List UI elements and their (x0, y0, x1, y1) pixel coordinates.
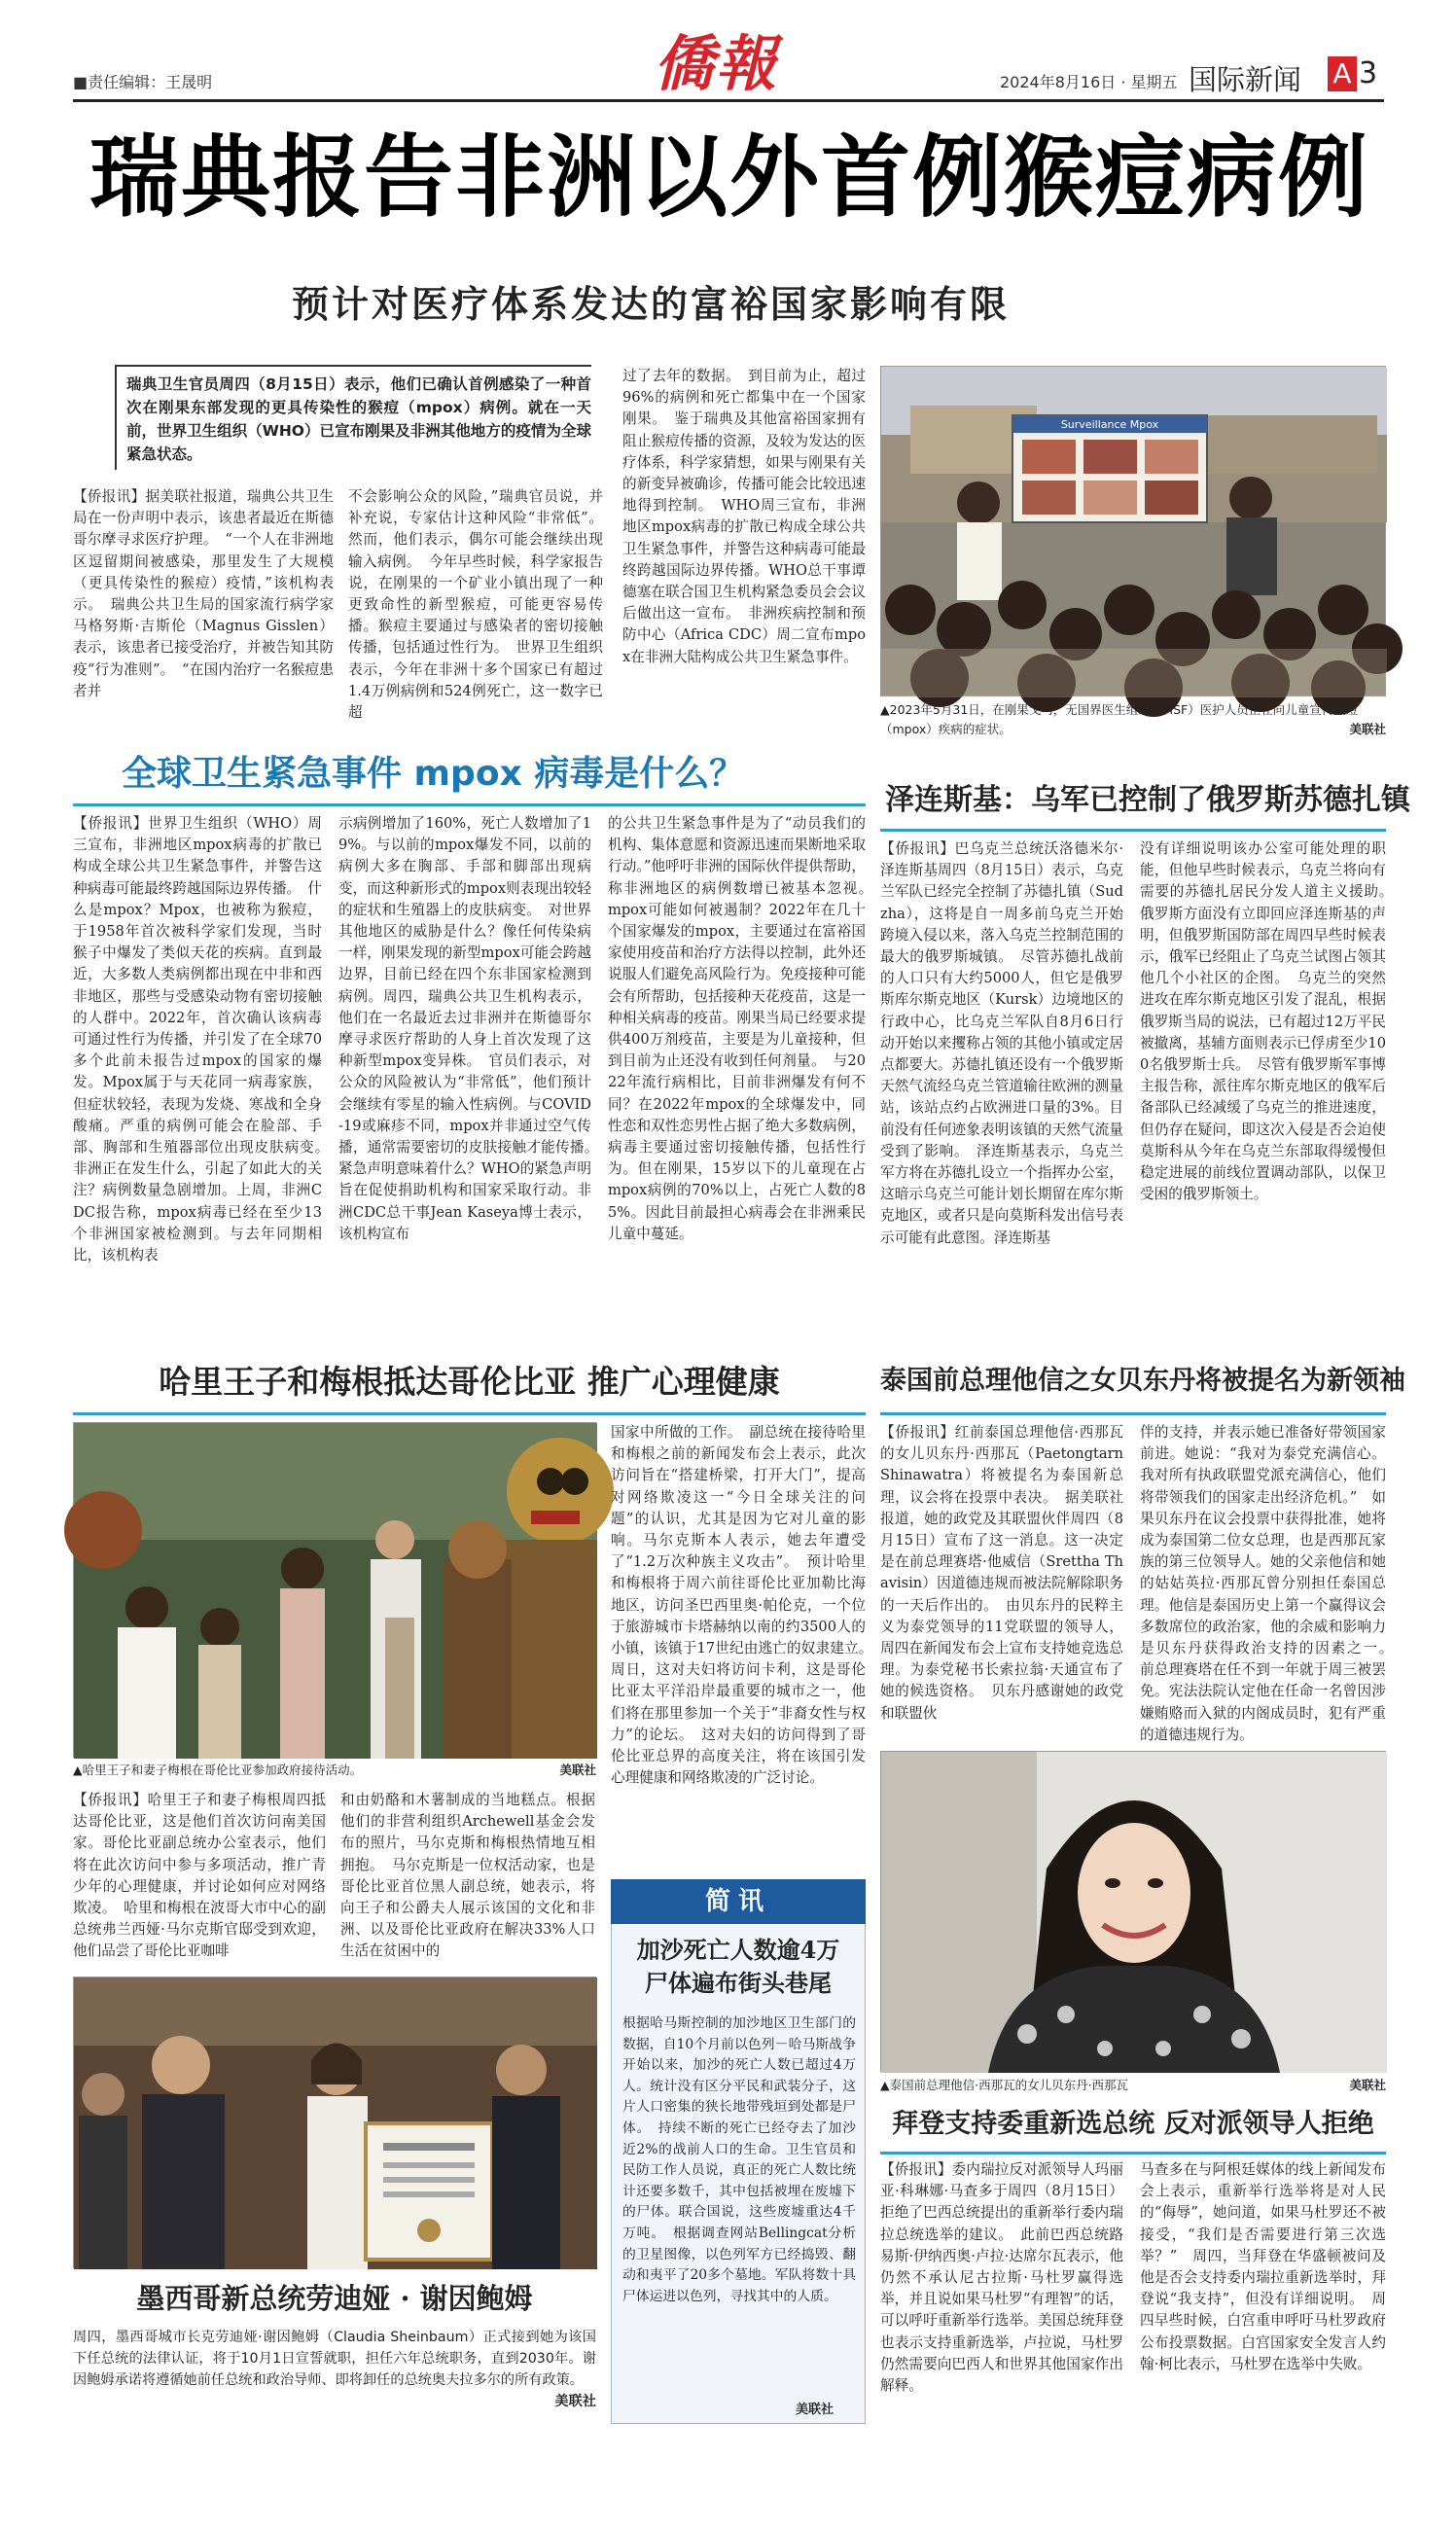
venezuela-headline: 拜登支持委重新选总统 反对派领导人拒绝 (892, 2109, 1374, 2139)
harry-photo-caption (73, 1761, 596, 1782)
mexico-headline: 墨西哥新总统劳迪娅 · 谢因鲍姆 (136, 2282, 533, 2315)
mpox-qa-col2: 示病例增加了160%，死亡人数增加了19%。与以前的mpox爆发不同，以前的病例大多在胸部、手部和脚部出现病变，而这种新形式的mpox则表现出较轻的症状和生殖器上的皮肤病变。 对世界其他地区的威胁是什么？像任何传染病一样，刚果发现的新型mpox可能会跨越边界，目前已经在四个东非国家检测到病例。周四，瑞典公共卫生机构表示，他们在一名最近去过非洲并在斯德哥尔摩寻求医疗帮助的人身上首次发现了这种新型mpox变异株。 官员们表示，对公众的风险被认为“非常低”，他们预计会继续有零星的输入性病例。与COVID-19或麻疹不同，mpox并非通过空气传播，通常需要密切的皮肤接触才能传播。 紧急声明意味着什么？WHO的紧急声明旨在促使捐助机构和国家采取行动。非洲CDC总干事Jean Kaseya博士表示，该机构宣布 (338, 815, 606, 1242)
mpox-qa-col1: 【侨报讯】世界卫生组织（WHO）周三宣布，非洲地区mpox病毒的扩散已构成全球公共卫生紧急事件，并警告这种病毒可能最终跨越国际边界传播。 什么是mpox？Mpox，也被称为猴痘，于1958年首次被科学家们发现，当时猴子中爆发了类似天花的疾病。直到最近，大多数人类病例都出现在中非和西非地区，那些与受感染动物有密切接触的人群中。2022年，首次确认该病毒可通过性行为传播，并引发了在全球70多个此前未报告过mpox的国家的爆发。Mpox属于与天花同一病毒家族，但症状较轻，表现为发烧、寒战和全身酸痛。严重的病例可能会在脸部、手部、胸部和生殖器部位出现皮肤病变。 非洲正在发生什么，引起了如此大的关注？病例数量急剧增加。上周，非洲CDC报告称，mpox病毒已经在至少13个非洲国家被检测到。与去年同期相比，该机构表 (73, 815, 337, 1264)
sheinbaum-photo-art (74, 1977, 597, 2269)
sheinbaum-photo (73, 1977, 596, 2268)
mexico-body-text: 周四，墨西哥城市长克劳迪娅·谢因鲍姆（Claudia Sheinbaum）正式接到她为该国下任总统的法律认证，将于10月1日宣誓就职，担任六年总统职务，直到2030年。谢因鲍姆承诺将遵循她前任总统和政治导师、即将卸任的总统奥夫拉多尔的所有政策。 (73, 2330, 596, 2388)
page-letter: A (1328, 56, 1357, 91)
thailand-headline: 泰国前总理他信之女贝东丹将被提名为新领袖 (880, 1366, 1405, 1396)
masthead-rule (73, 99, 1384, 102)
mpox-photo-caption-text: ▲2023年5月31日，在刚果戈马，无国界医生组织（MSF）医护人员正在向儿童宣传猴痘（mpox）疾病的症状。 (880, 702, 1359, 736)
thailand-col2: 伴的支持，并表示她已准备好带领国家前进。她说：“我对为泰党充满信心。我对所有执政联盟党派充满信心，他们将带领我们的国家走出经济危机。” 如果贝东丹在议会投票中获得批准，她将成为泰国第二位女总理，也是西那瓦家族的第三位领导人。她的父亲他信和她的姑姑英拉·西那瓦曾分别担任泰国总理。他信是泰国历史上第一个赢得议会多数席位的政治家，他的余威和影响力是贝东丹获得政治支持的因素之一。 前总理赛塔在任不到一年就于周三被罢免。宪法法院认定他在任命一名曾因涉嫌贿赂而入狱的内阁成员时，犯有严重的道德违规行为。 (1140, 1424, 1401, 1743)
mpox-qa-rule (73, 803, 866, 806)
mpox-education-photo-art (881, 367, 1387, 697)
editor-credit: ■责任编辑：王晟明 (73, 73, 213, 91)
paetongtarn-caption (880, 2076, 1386, 2097)
mexico-body (73, 2327, 596, 2424)
mpox-photo-credit: 美联社 (1349, 722, 1386, 736)
issue-date: 2024年8月16日 · 星期五 (1000, 73, 1178, 91)
venezuela-rule (880, 2152, 1386, 2155)
paetongtarn-credit: 美联社 (1349, 2078, 1386, 2092)
harry-photo-caption-text: ▲哈里王子和妻子梅根在哥伦比亚参加政府接待活动。 (73, 1763, 363, 1777)
harry-col-right: 国家中所做的工作。 副总统在接待哈里和梅根之前的新闻发布会上表示，此次访问旨在“搭建桥梁，打开大门”，提高对网络欺凌这一“今日全球关注的问题”的认识，尤其是因为它对儿童的影响。马尔克斯本人表示，她去年遭受了“1.2万次种族主义攻击”。 预计哈里和梅根将于周六前往哥伦比亚加勒比海地区，访问圣巴西里奥·帕伦克，一个位于旅游城市卡塔赫纳以南的约3500人的小镇，该镇于17世纪由逃亡的奴隶建立。 周日，这对夫妇将访问卡利，这是哥伦比亚太平洋沿岸最重要的城市之一，他们将在那里参加一个关于“非裔女性与权力”的论坛。 这对夫妇的访问得到了哥伦比亚总界的高度关注，将在该国引发心理健康和网络欺凌的广泛讨论。 (611, 1424, 880, 1787)
paetongtarn-photo-art (881, 1752, 1387, 2073)
mpox-photo-caption (880, 700, 1386, 741)
venezuela-col1: 【侨报讯】委内瑞拉反对派领导人玛丽亚·科琳娜·马查多于周四（8月15日）拒绝了巴西总统提出的重新举行委内瑞拉总统选举的建议。 此前巴西总统路易斯·伊纳西奥·卢拉·达席尔瓦表示，他仍然不承认尼古拉斯·马杜罗赢得选举，并且说如果马杜罗“有理智”的话，可以呼吁重新举行选举。美国总统拜登也表示支持重新选举，卢拉说，马杜罗仍然需要向巴西人和世界其他国家作出解释。 (880, 2161, 1123, 2395)
russia-col1: 【侨报讯】巴乌克兰总统沃洛德米尔·泽连斯基周四（8月15日）表示，乌克兰军队已经完全控制了苏德扎镇（Sudzha），这将是自一周多前乌克兰开始跨境入侵以来，落入乌克兰控制范围的最大的俄罗斯城镇。 尽管苏德扎战前的人口只有大约5000人，但它是俄罗斯库尔斯克地区（Kursk）边境地区的行政中心，比乌克兰军队自8月6日行动开始以来攫称占领的其他小镇或定居点都要大。苏德扎镇还设有一个俄罗斯天然气流经乌克兰管道输往欧洲的测量站，该站点约占欧洲进口量的3%。目前没有任何迹象表明该镇的天然气流量受到了影响。 泽连斯基表示，乌克兰军方将在苏德扎设立一个指挥办公室，这暗示乌克兰可能计划长期留在库尔斯克地区，或者只是向莫斯科发出信号表示可能有此意图。泽连斯基 (880, 840, 1123, 1246)
mpox-qa-col3: 的公共卫生紧急事件是为了“动员我们的机构、集体意愿和资源迅速而果断地采取行动。”他呼吁非洲的国际伙伴提供帮助，称非洲地区的病例数增已被基本忽视。 mpox可能如何被遏制？2022年在几十个国家爆发的mpox，主要通过在富裕国家使用疫苗和治疗方法得以控制，此外还说服人们避免高风险行为。免疫接种可能会有所帮助，包括接种天花疫苗，这是一种相关病毒的疫苗。刚果当局已经要求提供400万剂疫苗，主要是为儿童接种，但到目前为止还没有收到任何剂量。 与2022年流行病相比，目前非洲爆发有何不同？在2022年mpox的全球爆发中，同性恋和双性恋男性占据了绝大多数病例，病毒主要通过密切接触传播，包括性行为。但在刚果，15岁以下的儿童现在占mpox病例的70%以上，占死亡人数的85%。因此目前最担心病毒会在非洲乘民儿童中蔓延。 (608, 815, 880, 1242)
thailand-rule (880, 1412, 1386, 1415)
paetongtarn-caption-text: ▲泰国前总理他信·西那瓦的女儿贝东丹·西那瓦 (880, 2078, 1129, 2092)
brief-label: 简讯 (611, 1879, 866, 1924)
top-story-col1: 【侨报讯】据美联社报道，瑞典公共卫生局在一份声明中表示，该患者最近在斯德哥尔摩寻求医疗护理。 “一个人在非洲地区逗留期间被感染，那里发生了大规模（更具传染性的猴痘）疫情，”该机构表示。 瑞典公共卫生局的国家流行病学家马格努斯·吉斯伦（Magnus Gisslen）表示，该患者已接受治疗，并被告知其防疫“行为准则”。 “在国内治疗一名猴痘患者并 (73, 488, 334, 699)
harry-meghan-photo-art (74, 1423, 597, 1759)
brief-headline-2: 尸体遍布街头巷尾 (645, 1969, 832, 1997)
top-subheadline: 预计对医疗体系发达的富裕国家影响有限 (292, 282, 1011, 326)
brief-body: 根据哈马斯控制的加沙地区卫生部门的数据，自10个月前以色列－哈马斯战争开始以来，加沙的死亡人数已超过4万人。统计没有区分平民和武装分子，这片人口密集的狭长地带残垣到处都是尸体。 持续不断的死亡已经夺去了加沙近2%的战前人口的生命。卫生官员和民防工作人员说，真正的死亡人数比统计还要多数千，其中包括被埋在废墟下的尸体。联合国说，这些废墟重达4千万吨。 根据调查网站Bellingcat分析的卫星图像，以色列军方已经捣毁、翻动和夷平了20多个墓地。军队将数十具尸体运进以色列，寻找其中的人质。 (622, 2015, 856, 2304)
top-story-col3: 过了去年的数据。 到目前为止，超过96%的病例和死亡都集中在一个国家刚果。 鉴于瑞典及其他富裕国家拥有阻止猴痘传播的资源，及较为发达的医疗体系，科学家猜想，如果与刚果有关的新变异被确诊，传播可能会比较迅速地得到控制。 WHO周三宣布，非洲地区mpox病毒的扩散已构成全球公共卫生紧急事件，并警告这种病毒可能最终跨越国际边界传播。WHO总干事谭德塞在联合国卫生机构紧急委员会会议后做出这一宣布。 非洲疾病控制和预防中心（Africa CDC）周二宣布mpox在非洲大陆构成公共卫生紧急事件。 (622, 368, 866, 665)
venezuela-col2: 马查多在与阿根廷媒体的线上新闻发布会上表示，重新举行选举将是对人民的“侮辱”，她问道，如果马杜罗还不被接受，“我们是否需要进行第三次选举？” 周四，当拜登在华盛顿被问及他是否会支持委内瑞拉重新选举时，拜登说“我支持”，但没有详细说明。 周四早些时候，白宫重申呼吁马杜罗政府公布投票数据。白宫国家安全发言人约翰·柯比表示，马杜罗在选举中失败。 (1140, 2161, 1386, 2372)
russia-headline: 泽连斯基：乌军已控制了俄罗斯苏德扎镇 (885, 783, 1410, 817)
harry-col1: 【侨报讯】哈里王子和妻子梅根周四抵达哥伦比亚，这是他们首次访问南美国家。哥伦比亚副总统办公室表示，他们将在此次访问中参与多项活动，推广青少年的心理健康，并讨论如何应对网络欺凌。 哈里和梅根在波哥大市中心的副总统弗兰西娅·马尔克斯官邸受到欢迎，他们品尝了哥伦比亚咖啡 (73, 1792, 326, 1960)
russia-rule (880, 829, 1386, 832)
harry-headline: 哈里王子和梅根抵达哥伦比亚 推广心理健康 (159, 1363, 780, 1401)
section-name: 国际新闻 (1189, 63, 1302, 96)
top-story-col2: 不会影响公众的风险，”瑞典官员说，并补充说，专家估计这种风险“非常低”。然而，他们表示，偶尔可能会继续出现输入病例。 今年早些时候，科学家报告说，在刚果的一个矿业小镇出现了一种更致命性的新型猴痘，可能更容易传播。猴痘主要通过与感染者的密切接触传播，包括通过性行为。 世界卫生组织表示，今年在非洲十多个国家已有超过1.4万例病例和524例死亡，这一数字已超 (348, 488, 603, 722)
brief-headline-1: 加沙死亡人数逾4万 (636, 1936, 840, 1964)
top-summary: 瑞典卫生官员周四（8月15日）表示，他们已确认首例感染了一种首次在刚果东部发现的更具传染性的猴痘（mpox）病例。就在一天前，世界卫生组织（WHO）已宣布刚果及非洲其他地方的疫情为全球紧急状态。 (115, 365, 591, 470)
mpox-qa-headline: 全球卫生紧急事件 mpox 病毒是什么？ (122, 754, 745, 794)
harry-meghan-photo (73, 1422, 596, 1758)
mexico-credit: 美联社 (554, 2394, 596, 2409)
mpox-education-photo (880, 366, 1386, 696)
russia-col2: 没有详细说明该办公室可能处理的职能，但他早些时候表示，乌克兰将向有需要的苏德扎居民分发人道主义援助。 俄罗斯方面没有立即回应泽连斯基的声明，但俄罗斯国防部在周四早些时候表示，俄军已经阻止了乌克兰试图占领其他几个小社区的企图。 乌克兰的突然进攻在库尔斯克地区引发了混乱，根据俄罗斯当局的说法，已有超过12万平民被撤离，基辅方面则表示已俘虏至少100名俄罗斯士兵。 尽管有俄罗斯军事博主报告称，派往库尔斯克地区的俄军后备部队已经减缓了乌克兰的推进速度，但仍存在疑问，即这次入侵是否会迫使莫斯科从今年在乌克兰东部取得缓慢但稳定进展的前线位置调动部队，以保卫受困的俄罗斯领土。 (1140, 840, 1401, 1203)
harry-col2: 和由奶酪和木薯制成的当地糕点。根据他们的非营利组织Archewell基金会发布的照片，马尔克斯和梅根热情地互相拥抱。 马尔克斯是一位权活动家，也是哥伦比亚首位黑人副总统，她表示，将向王子和公爵夫人展示该国的文化和非洲、以及哥伦比亚政府在解决33%人口生活在贫困中的 (340, 1792, 595, 1960)
harry-photo-credit: 美联社 (559, 1763, 596, 1777)
newspaper-logo: 僑報 (654, 28, 779, 99)
top-headline: 瑞典报告非洲以外首例猴痘病例 (89, 125, 1369, 230)
thailand-col1: 【侨报讯】红前泰国总理他信·西那瓦的女儿贝东丹·西那瓦（Paetongtarn Shinawatra）将被提名为泰国新总理，议会将在投票中表决。 据美联社报道，她的政党及其联盟伙伴周四（8月15日）宣布了这一消息。这一决定是在前总理赛塔·他威信（Srettha Thavisin）因道德违规而被法院解除职务的一天后作出的。 由贝东丹的民粹主义为泰党领导的11党联盟的领导人，周四在新闻发布会上宣布支持她竞选总理。为泰党秘书长索拉翁·天通宣布了她的候选资格。 贝东丹感谢她的政党和联盟伙 (880, 1424, 1123, 1722)
harry-rule (73, 1412, 866, 1415)
page-number: 3 (1359, 56, 1378, 90)
brief-credit: 美联社 (796, 2403, 835, 2417)
paetongtarn-photo (880, 1751, 1386, 2072)
poster-banner-text: Surveillance Mpox (1060, 418, 1159, 431)
